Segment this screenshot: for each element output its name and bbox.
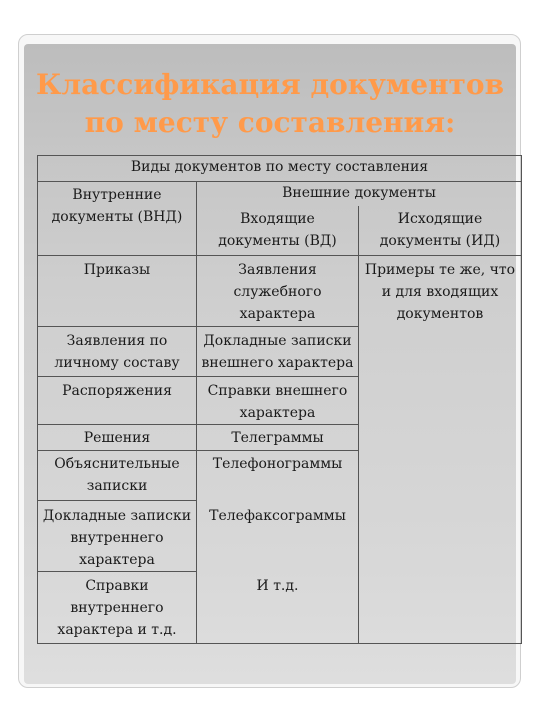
incoming-docs-header: Входящие документы (ВД) bbox=[197, 206, 359, 256]
internal-cell-3: Распоряжения bbox=[38, 377, 197, 425]
outgoing-docs-header: Исходящие документы (ИД) bbox=[359, 206, 522, 256]
incoming-cell-2: Докладные записки внешнего характера bbox=[197, 327, 359, 377]
incoming-cell-3: Справки внешнего характера bbox=[197, 377, 359, 425]
external-docs-header: Внешние документы bbox=[197, 182, 522, 206]
internal-cell-6: Докладные записки внутреннего характера bbox=[38, 501, 197, 572]
incoming-cell-1: Заявления служебного характера bbox=[197, 256, 359, 327]
table-header: Виды документов по месту составления bbox=[38, 156, 522, 182]
outgoing-note: Примеры те же, что и для входящих документов bbox=[359, 256, 522, 644]
internal-cell-1: Приказы bbox=[38, 256, 197, 327]
internal-cell-2: Заявления по личному составу bbox=[38, 327, 197, 377]
incoming-cell-6: Телефаксограммы bbox=[197, 501, 359, 572]
slide-title bbox=[24, 66, 516, 142]
incoming-cell-7: И т.д. bbox=[197, 572, 359, 644]
classification-table bbox=[37, 155, 522, 644]
internal-cell-4: Решения bbox=[38, 425, 197, 451]
incoming-cell-5: Телефонограммы bbox=[197, 451, 359, 501]
internal-cell-5: Объяснительные записки bbox=[38, 451, 197, 501]
internal-docs-header: Внутренние документы (ВНД) bbox=[38, 182, 197, 256]
title-line-2: по месту составления: bbox=[84, 106, 456, 139]
title-line-1: Классификация документов bbox=[35, 68, 505, 101]
incoming-cell-4: Телеграммы bbox=[197, 425, 359, 451]
internal-cell-7: Справки внутреннего характера и т.д. bbox=[38, 572, 197, 644]
